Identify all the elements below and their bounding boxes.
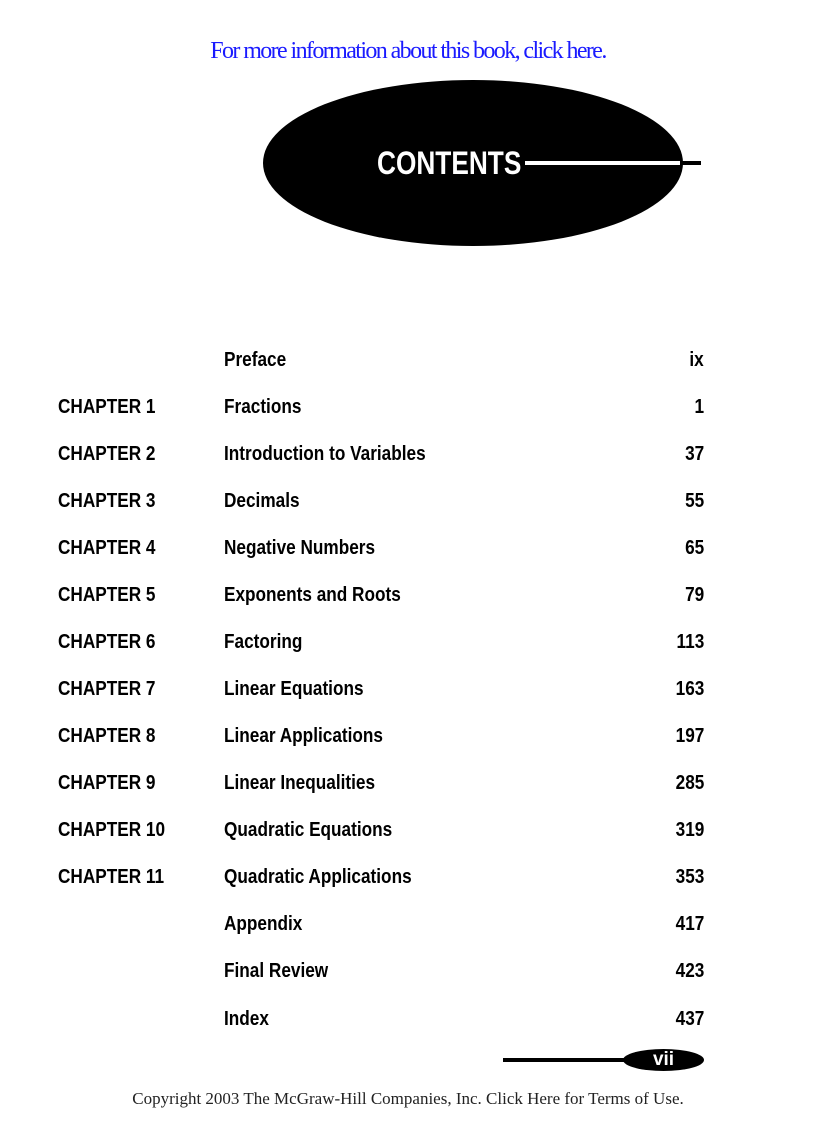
page-number: 65 <box>684 537 704 559</box>
chapter-label: CHAPTER 9 <box>58 772 156 794</box>
toc-row-chapter-8[interactable] <box>0 721 816 751</box>
copyright-notice[interactable]: Copyright 2003 The McGraw-Hill Companies, Inc. Click Here for Terms of Use. <box>132 1089 684 1108</box>
page-number: 79 <box>684 584 704 606</box>
chapter-title: Fractions <box>224 396 302 418</box>
page-number: 55 <box>684 490 704 512</box>
chapter-label: CHAPTER 7 <box>58 678 156 700</box>
page-number: 113 <box>676 631 704 653</box>
page-number: 197 <box>675 725 704 747</box>
chapter-title: Decimals <box>224 490 300 512</box>
chapter-title: Preface <box>224 349 287 371</box>
page-number: 1 <box>694 396 704 418</box>
toc-row-chapter-9[interactable] <box>0 768 816 798</box>
toc-row-chapter-7[interactable] <box>0 674 816 704</box>
chapter-label: CHAPTER 1 <box>58 396 156 418</box>
chapter-title: Linear Applications <box>224 725 383 747</box>
toc-row-chapter-10[interactable] <box>0 815 816 845</box>
toc-row-chapter-2[interactable] <box>0 439 816 469</box>
chapter-title: Exponents and Roots <box>224 584 401 606</box>
chapter-title: Factoring <box>224 631 303 653</box>
page-number: 37 <box>684 443 704 465</box>
chapter-title: Appendix <box>224 913 303 935</box>
page-number: ix <box>689 349 704 371</box>
chapter-label: CHAPTER 3 <box>58 490 156 512</box>
page-number: 285 <box>675 772 704 794</box>
chapter-label: CHAPTER 4 <box>58 537 156 559</box>
toc-row-index[interactable] <box>0 1004 816 1034</box>
chapter-title: Linear Inequalities <box>224 772 376 794</box>
toc-row-chapter-5[interactable] <box>0 580 816 610</box>
toc-row-chapter-11[interactable] <box>0 862 816 892</box>
chapter-title: Quadratic Equations <box>224 819 393 841</box>
chapter-title: Introduction to Variables <box>224 443 426 465</box>
page-number: 163 <box>675 678 704 700</box>
page-number: 437 <box>675 1008 704 1030</box>
title-rule-tail <box>680 161 701 165</box>
toc-row-chapter-4[interactable] <box>0 533 816 563</box>
chapter-title: Negative Numbers <box>224 537 376 559</box>
chapter-title: Quadratic Applications <box>224 866 412 888</box>
chapter-label: CHAPTER 6 <box>58 631 156 653</box>
toc-row-final-review[interactable] <box>0 956 816 986</box>
toc-row-chapter-6[interactable] <box>0 627 816 657</box>
toc-row-preface[interactable] <box>0 345 816 375</box>
chapter-title: Final Review <box>224 960 329 982</box>
chapter-label: CHAPTER 5 <box>58 584 156 606</box>
chapter-label: CHAPTER 8 <box>58 725 156 747</box>
page-number: 423 <box>675 960 704 982</box>
chapter-title: Index <box>224 1008 269 1030</box>
toc-row-chapter-3[interactable] <box>0 486 816 516</box>
page-number: 417 <box>675 913 704 935</box>
page-title: CONTENTS <box>377 145 522 181</box>
title-rule <box>525 161 685 165</box>
chapter-title: Linear Equations <box>224 678 364 700</box>
chapter-label: CHAPTER 2 <box>58 443 156 465</box>
chapter-label: CHAPTER 11 <box>58 866 165 888</box>
page-number: 353 <box>675 866 704 888</box>
toc-row-appendix[interactable] <box>0 909 816 939</box>
folio-page-number: vii <box>652 1049 675 1070</box>
more-info-link[interactable]: For more information about this book, click here. <box>210 38 606 64</box>
chapter-label: CHAPTER 10 <box>58 819 166 841</box>
page-number: 319 <box>675 819 704 841</box>
toc-row-chapter-1[interactable] <box>0 392 816 422</box>
